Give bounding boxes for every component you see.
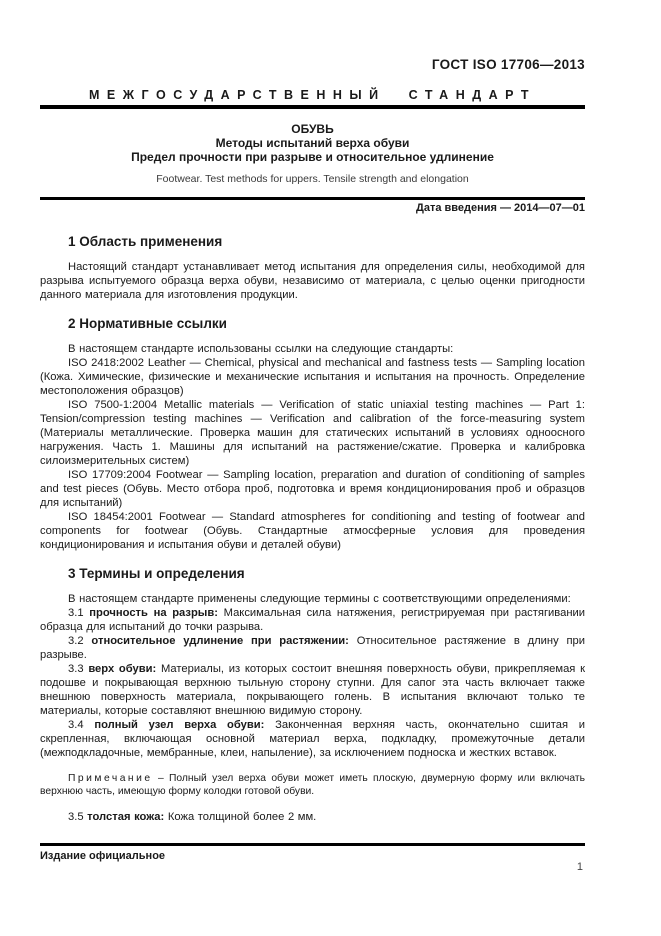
term-number: 3.4 [68, 719, 84, 731]
term-3-3 [40, 662, 585, 718]
term-name: относительное удлинение при растяжении: [91, 635, 349, 647]
note [40, 772, 585, 798]
page-content [40, 0, 585, 824]
title-line-3: Предел прочности при разрыве и относительное удлинение [131, 150, 494, 164]
term-number: 3.2 [68, 635, 84, 647]
term-3-4 [40, 718, 585, 760]
term-name: толстая кожа: [87, 811, 165, 823]
date-rule [40, 197, 585, 200]
page-number: 1 [576, 861, 583, 873]
term-definition: Законченная верхняя часть, окончательно сшитая и скрепленная, включающая основной материал верха, подкладку, промежуточные детали (межподкладочные, мембранные, клеи, напыление), за исключением подноска и жестких вставок. [40, 719, 586, 759]
term-3-2 [40, 634, 585, 662]
edition-note: Издание официальное [40, 850, 166, 862]
term-number: 3.1 [68, 607, 84, 619]
term-number: 3.3 [68, 663, 84, 675]
effective-date: Дата введения — 2014—07—01 [416, 202, 585, 214]
term-definition: Материалы, из которых состоит внешняя поверхность обуви, прикрепляемая к подошве и покрывающая верхнюю тыльную сторону ступни. Для сапог эта часть включает также внешнюю поверхность материала, покрывающего голень. В испытания включают только те материалы, которые составляют внешнюю видимую сторону. [40, 663, 585, 717]
term-3-5 [40, 810, 585, 824]
section-2-heading: 2 Нормативные ссылки [68, 316, 227, 331]
note-label: Примечание [68, 773, 153, 784]
reference-item: ISO 7500-1:2004 Metallic materials — Verification of static uniaxial testing machines — Part 1: Tension/compression testing machines — Verification and calibration of the force-measuring system (Материалы металлические. Проверка машин для статических испытаний в условиях одноосного нагружения. Часть 1. Машины для испытаний на растяжение/сжатие. Проверка и калибровка силоизмерительных систем) [40, 399, 585, 467]
section-3-intro: В настоящем стандарте применены следующие термины с соответствующими определениями: [68, 593, 571, 605]
standard-type-banner: МЕЖГОСУДАРСТВЕННЫЙ СТАНДАРТ [89, 88, 536, 102]
header-rule [40, 105, 585, 109]
reference-item: ISO 2418:2002 Leather — Chemical, physical and mechanical and fastness tests — Sampling location (Кожа. Химические, физические и механические испытания и испытания на прочность. Определение местоположения образцов) [40, 357, 585, 397]
section-2-intro: В настоящем стандарте использованы ссылки на следующие стандарты: [68, 343, 454, 355]
reference-item: ISO 17709:2004 Footwear — Sampling location, preparation and duration of conditioning of samples and test pieces (Обувь. Место отбора проб, подготовка и время кондиционирования проб и образцов для испытаний) [40, 469, 585, 509]
title-line-2: Методы испытаний верха обуви [215, 136, 410, 150]
section-1-paragraph: Настоящий стандарт устанавливает метод испытания для определения силы, необходимой для разрыва испытуемого образца верха обуви, независимо от материала, с целью оценки пригодности данного материала для изготовления продукции. [40, 261, 585, 301]
section-3-heading: 3 Термины и определения [68, 566, 245, 581]
note-text: – Полный узел верха обуви может иметь плоскую, двумерную форму или включать верхнюю часть, имеющую форму колодки готовой обуви. [40, 773, 585, 797]
term-definition: Кожа толщиной более 2 мм. [167, 811, 317, 823]
term-3-1 [40, 606, 585, 634]
section-1-heading: 1 Область применения [68, 234, 223, 249]
term-definition: Максимальная сила натяжения, регистрируемая при растягивании образца для испытаний до точки разрыва. [40, 607, 585, 633]
footer-rule [40, 843, 585, 846]
page-footer [40, 843, 585, 873]
reference-item: ISO 18454:2001 Footwear — Standard atmospheres for conditioning and testing of footwear and components for footwear (Обувь. Стандартные атмосферные условия для проведения кондиционирования и испытания обуви и деталей обуви) [40, 511, 585, 551]
term-name: полный узел верха обуви: [94, 719, 265, 731]
term-number: 3.5 [68, 811, 84, 823]
title-english: Footwear. Test methods for uppers. Tensile strength and elongation [156, 173, 469, 185]
doc-code: ГОСТ ISO 17706—2013 [431, 57, 585, 72]
title-line-1: ОБУВЬ [291, 122, 334, 136]
title-block [40, 122, 585, 164]
term-name: верх обуви: [88, 663, 157, 675]
term-definition: Относительное растяжение в длину при разрыве. [40, 635, 586, 661]
term-name: прочность на разрыв: [89, 607, 218, 619]
